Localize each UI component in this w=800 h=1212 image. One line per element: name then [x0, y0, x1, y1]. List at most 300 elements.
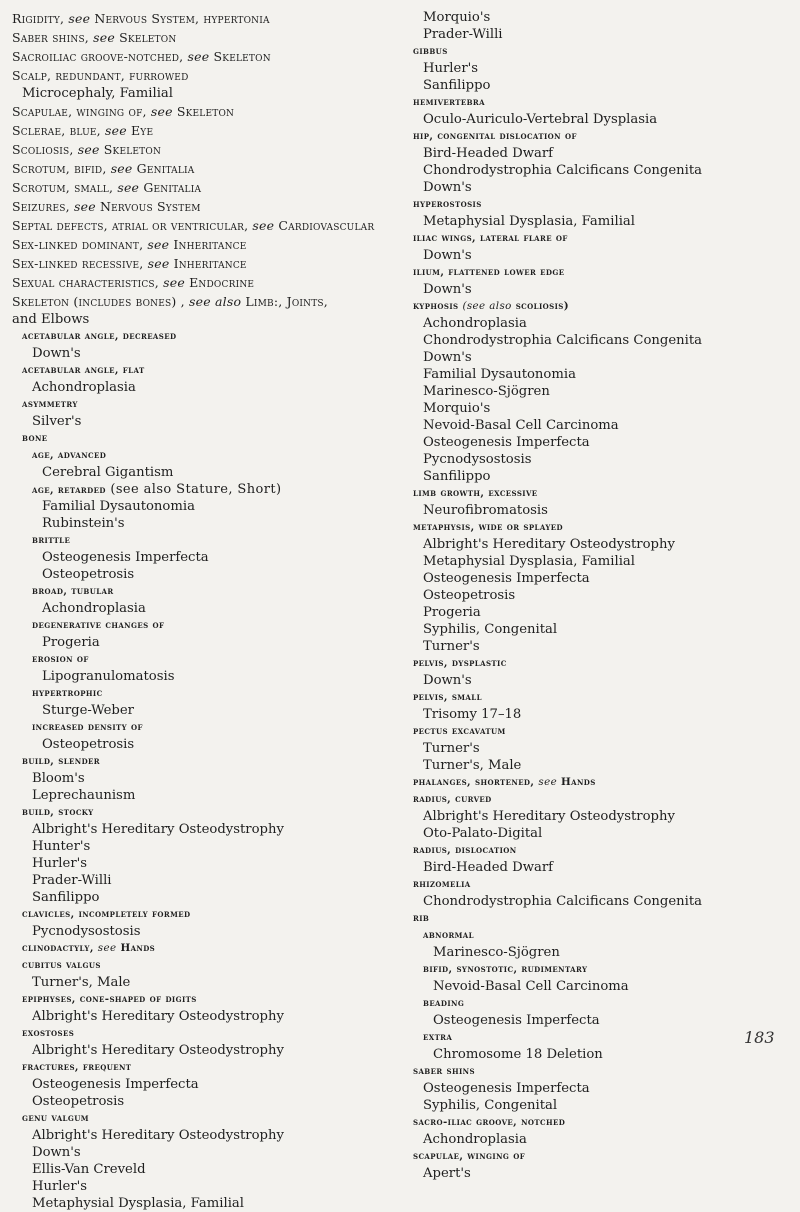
index-subheading — [12, 532, 387, 549]
entry-text: extra — [423, 1031, 453, 1043]
see-reference: see — [147, 237, 170, 252]
entry-text: clavicles, incompletely formed — [22, 908, 191, 920]
entry-text: build, stocky — [22, 806, 94, 818]
entry-text: Bloom's — [32, 771, 85, 786]
page-number: 183 — [744, 1028, 775, 1047]
entry-text: radius, curved — [413, 793, 492, 805]
see-reference: see — [147, 256, 170, 271]
entry-text: hypertrophic — [32, 687, 103, 699]
entry-text: Sanfilippo — [423, 469, 491, 484]
entry-text: Scoliosis, — [12, 142, 78, 157]
entry-text: Albright's Hereditary Osteodystrophy — [423, 537, 675, 552]
entry-text: Osteopetrosis — [42, 737, 135, 752]
entry-text: Septal defects, atrial or ventricular, — [12, 218, 253, 233]
entry-text: genu valgum — [22, 1112, 89, 1124]
index-subheading — [403, 230, 793, 247]
entry-text: broad, tubular — [32, 585, 114, 597]
entry-text: Hurler's — [32, 1179, 88, 1194]
entry-text: Neurofibromatosis — [423, 503, 548, 518]
index-entry — [12, 1008, 387, 1025]
entry-text: pelvis, dysplastic — [413, 657, 507, 669]
index-entry — [12, 1178, 387, 1195]
cross-reference-target: Nervous System — [95, 199, 201, 214]
index-entry — [403, 213, 793, 230]
entry-text: Syphilis, Congenital — [423, 1098, 558, 1113]
index-subheading — [12, 719, 387, 736]
see-reference: see — [105, 123, 127, 138]
index-entry — [12, 855, 387, 872]
index-entry — [403, 757, 793, 774]
index-entry — [403, 315, 793, 332]
entry-text: asymmetry — [22, 398, 78, 410]
index-subheading — [12, 481, 387, 498]
entry-text: Pycnodysostosis — [32, 924, 141, 939]
entry-text: Trisomy 17–18 — [423, 707, 522, 722]
see-reference: see — [74, 199, 96, 214]
entry-text: degenerative changes of — [32, 619, 165, 631]
entry-text: phalanges, shortened, — [413, 776, 539, 788]
index-entry — [12, 515, 387, 532]
entry-text: Scapulae, winging of, — [12, 104, 151, 119]
see-reference: see — [68, 11, 91, 26]
see-reference: see — [252, 218, 275, 233]
entry-text: Bird-Headed Dwarf — [423, 146, 554, 161]
see-reference: see — [110, 161, 133, 176]
entry-text: Chondrodystrophia Calcificans Congenita — [423, 894, 703, 909]
index-heading — [12, 235, 387, 254]
index-entry — [12, 1161, 387, 1178]
index-entry — [12, 85, 387, 102]
entry-text: epiphyses, cone-shaped of digits — [22, 993, 197, 1005]
index-subheading — [403, 1148, 793, 1165]
index-entry — [403, 1165, 793, 1182]
entry-text: acetabular angle, decreased — [22, 330, 177, 342]
entry-text: Oculo-Auriculo-Vertebral Dysplasia — [423, 112, 658, 127]
entry-text: ilium, flattened lower edge — [413, 266, 565, 278]
index-entry — [12, 1076, 387, 1093]
entry-text: build, slender — [22, 755, 100, 767]
entry-text: iliac wings, lateral flare of — [413, 232, 568, 244]
entry-text: Scrotum, small, — [12, 180, 118, 195]
entry-text: Sexual characteristics, — [12, 275, 164, 290]
entry-text: Achondroplasia — [32, 380, 136, 395]
index-subheading — [403, 298, 793, 315]
index-entry — [403, 893, 793, 910]
entry-text: Osteogenesis Imperfecta — [423, 1081, 590, 1096]
entry-text: bifid, synostotic, rudimentary — [423, 963, 588, 975]
entry-text: Sanfilippo — [32, 890, 100, 905]
index-entry — [12, 821, 387, 838]
entry-text: Morquio's — [423, 401, 491, 416]
entry-text: Sanfilippo — [423, 78, 491, 93]
entry-text: radius, dislocation — [413, 844, 517, 856]
index-entry — [12, 634, 387, 651]
entry-text: fractures, frequent — [22, 1061, 132, 1073]
entry-text: kyphosis — [413, 300, 463, 312]
entry-text: Marinesco-Sjögren — [423, 384, 550, 399]
index-subheading — [12, 430, 387, 447]
entry-text: Chondrodystrophia Calcificans Congenita — [423, 163, 703, 178]
entry-text: Leprechaunism — [32, 788, 136, 803]
index-subheading — [403, 1114, 793, 1131]
entry-text: Prader-Willi — [32, 873, 112, 888]
index-subheading — [403, 128, 793, 145]
entry-text: acetabular angle, flat — [22, 364, 145, 376]
index-subheading — [403, 961, 793, 978]
index-heading — [12, 140, 387, 159]
index-heading — [12, 292, 387, 311]
entry-text: Down's — [423, 350, 472, 365]
index-entry — [12, 1042, 387, 1059]
entry-text: Morquio's — [423, 10, 491, 25]
entry-text: Osteogenesis Imperfecta — [423, 435, 590, 450]
entry-text: Bird-Headed Dwarf — [423, 860, 554, 875]
index-subheading — [12, 447, 387, 464]
entry-text: Metaphysial Dysplasia, Familial — [423, 554, 636, 569]
entry-text: limb growth, excessive — [413, 487, 538, 499]
index-subheading — [12, 583, 387, 600]
index-entry — [12, 1093, 387, 1110]
index-subheading — [403, 876, 793, 893]
index-entry — [403, 60, 793, 77]
entry-text: Osteopetrosis — [423, 588, 516, 603]
entry-text: Sturge-Weber — [42, 703, 134, 718]
index-heading — [12, 159, 387, 178]
cross-reference-target: Skeleton — [172, 104, 235, 119]
index-entry — [403, 1046, 793, 1063]
index-entry — [12, 838, 387, 855]
entry-text: pectus excavatum — [413, 725, 506, 737]
index-entry — [403, 672, 793, 689]
entry-text: Rubinstein's — [42, 516, 125, 531]
entry-text: Silver's — [32, 414, 82, 429]
see-reference: see — [538, 776, 558, 788]
entry-text: beading — [423, 997, 465, 1009]
index-entry — [403, 77, 793, 94]
entry-text: Familial Dysautonomia — [42, 499, 195, 514]
index-subheading — [12, 617, 387, 634]
entry-text: Turner's, Male — [32, 975, 131, 990]
entry-text: scapulae, winging of — [413, 1150, 526, 1162]
index-entry — [403, 621, 793, 638]
index-heading — [12, 121, 387, 140]
index-entry — [403, 1080, 793, 1097]
entry-text: Achondroplasia — [42, 601, 146, 616]
cross-reference-target: Eye — [126, 123, 154, 138]
index-entry — [403, 9, 793, 26]
entry-text: Albright's Hereditary Osteodystrophy — [423, 809, 675, 824]
index-heading — [12, 47, 387, 66]
index-subheading — [12, 991, 387, 1008]
index-subheading — [12, 328, 387, 345]
cross-reference-target: Skeleton — [209, 49, 271, 64]
index-entry — [12, 872, 387, 889]
index-subheading — [403, 655, 793, 672]
cross-reference-target: Skeleton — [114, 30, 177, 45]
index-entry — [403, 706, 793, 723]
index-subheading — [12, 753, 387, 770]
entry-text: hemivertebra — [413, 96, 485, 108]
entry-text: Down's — [32, 346, 81, 361]
entry-text: erosion of — [32, 653, 89, 665]
index-entry — [12, 600, 387, 617]
entry-text: hip, congenital dislocation of — [413, 130, 577, 142]
index-entry — [403, 638, 793, 655]
entry-text: and Elbows — [12, 312, 90, 327]
index-entry — [403, 434, 793, 451]
entry-note: (see also Stature, Short) — [105, 482, 282, 497]
entry-text: rib — [413, 912, 430, 924]
entry-text: age, retarded — [32, 484, 106, 496]
entry-text: pelvis, small — [413, 691, 482, 703]
entry-text: sacro-iliac groove, notched — [413, 1116, 566, 1128]
entry-text: Osteogenesis Imperfecta — [32, 1077, 199, 1092]
entry-text: Chromosome 18 Deletion — [433, 1047, 603, 1062]
index-entry — [403, 468, 793, 485]
entry-text: saber shins — [413, 1065, 475, 1077]
cross-reference-target: Inheritance — [169, 256, 247, 271]
entry-text: Sex-linked dominant, — [12, 237, 148, 252]
cross-reference-target: Genitalia — [132, 161, 195, 176]
index-subheading — [403, 43, 793, 60]
entry-text: Albright's Hereditary Osteodystrophy — [32, 822, 284, 837]
entry-text: rhizomelia — [413, 878, 471, 890]
index-entry — [12, 1127, 387, 1144]
entry-text: exostoses — [22, 1027, 75, 1039]
entry-text: Metaphysial Dysplasia, Familial — [423, 214, 636, 229]
cross-reference-target: Hands — [116, 942, 156, 954]
index-entry — [12, 668, 387, 685]
index-entry — [12, 974, 387, 991]
entry-text: Saber shins, — [12, 30, 94, 45]
see-reference: see — [150, 104, 173, 119]
entry-text: Turner's — [423, 639, 480, 654]
entry-text: Nevoid-Basal Cell Carcinoma — [423, 418, 619, 433]
see-reference: see — [77, 142, 100, 157]
entry-text: Nevoid-Basal Cell Carcinoma — [433, 979, 629, 994]
index-entry — [403, 978, 793, 995]
see-reference: (see also — [462, 300, 512, 312]
entry-text: Down's — [32, 1145, 81, 1160]
left-column — [12, 9, 387, 1212]
index-heading — [12, 178, 387, 197]
entry-text: Osteogenesis Imperfecta — [433, 1013, 600, 1028]
cross-reference-target: Cardiovascular — [274, 218, 375, 233]
entry-text: Sclerae, blue, — [12, 123, 105, 138]
index-entry — [12, 413, 387, 430]
index-heading — [12, 66, 387, 85]
cross-reference-target: Hands — [557, 776, 596, 788]
index-entry — [12, 770, 387, 787]
entry-text: Scrotum, bifid, — [12, 161, 111, 176]
entry-text: Albright's Hereditary Osteodystrophy — [32, 1009, 284, 1024]
see-reference: see also — [189, 294, 242, 309]
entry-text: Down's — [423, 180, 472, 195]
see-reference: see — [97, 942, 117, 954]
entry-text: Syphilis, Congenital — [423, 622, 558, 637]
index-entry — [403, 111, 793, 128]
index-entry — [403, 26, 793, 43]
index-subheading — [12, 1025, 387, 1042]
entry-text: Lipogranulomatosis — [42, 669, 175, 684]
entry-text: Hurler's — [32, 856, 88, 871]
index-subheading — [403, 774, 793, 791]
right-column — [403, 9, 793, 1182]
index-entry — [403, 944, 793, 961]
entry-text: Skeleton (includes bones) , — [12, 294, 189, 309]
index-entry — [12, 566, 387, 583]
index-entry — [403, 740, 793, 757]
index-subheading — [403, 723, 793, 740]
entry-text: Turner's, Male — [423, 758, 522, 773]
entry-text: Down's — [423, 673, 472, 688]
entry-text: Osteogenesis Imperfecta — [42, 550, 209, 565]
entry-text: Turner's — [423, 741, 480, 756]
index-entry — [403, 859, 793, 876]
index-subheading — [403, 196, 793, 213]
index-heading — [12, 216, 387, 235]
index-entry — [12, 889, 387, 906]
entry-text: brittle — [32, 534, 71, 546]
entry-text: Osteopetrosis — [32, 1094, 125, 1109]
index-entry — [12, 549, 387, 566]
see-reference: see — [163, 275, 185, 290]
index-entry — [403, 366, 793, 383]
index-subheading — [12, 685, 387, 702]
entry-text: Seizures, — [12, 199, 74, 214]
entry-text: Scalp, redundant, furrowed — [12, 68, 189, 83]
index-entry — [403, 145, 793, 162]
index-entry — [403, 247, 793, 264]
index-subheading — [12, 1110, 387, 1127]
index-subheading — [403, 519, 793, 536]
index-heading — [12, 28, 387, 47]
index-subheading — [403, 842, 793, 859]
index-subheading — [403, 485, 793, 502]
cross-reference-target: Skeleton — [99, 142, 162, 157]
index-entry — [12, 702, 387, 719]
index-entry — [12, 1144, 387, 1161]
cross-reference-target: Genitalia — [139, 180, 202, 195]
index-entry — [403, 808, 793, 825]
see-reference: see — [117, 180, 140, 195]
index-entry — [403, 604, 793, 621]
index-subheading — [403, 689, 793, 706]
cross-reference-target: Nervous System, hypertonia — [90, 11, 270, 26]
entry-text: Osteopetrosis — [42, 567, 135, 582]
index-entry — [403, 417, 793, 434]
entry-text: Oto-Palato-Digital — [423, 826, 543, 841]
index-entry — [12, 1195, 387, 1212]
index-subheading — [403, 1063, 793, 1080]
index-subheading — [403, 927, 793, 944]
index-subheading — [403, 791, 793, 808]
entry-text: Marinesco-Sjögren — [433, 945, 560, 960]
index-entry — [403, 281, 793, 298]
entry-text: Albright's Hereditary Osteodystrophy — [32, 1043, 284, 1058]
index-heading — [12, 102, 387, 121]
cross-reference-target: Endocrine — [184, 275, 255, 290]
entry-text: Progeria — [423, 605, 481, 620]
index-entry — [403, 179, 793, 196]
index-subheading — [403, 94, 793, 111]
entry-text: cubitus valgus — [22, 959, 101, 971]
entry-text: Metaphysial Dysplasia, Familial — [32, 1196, 245, 1211]
index-subheading — [12, 362, 387, 379]
entry-text: Ellis-Van Creveld — [32, 1162, 146, 1177]
entry-text: Sex-linked recessive, — [12, 256, 148, 271]
index-subheading — [403, 264, 793, 281]
entry-text: Pycnodysostosis — [423, 452, 532, 467]
index-entry — [403, 451, 793, 468]
index-entry — [403, 570, 793, 587]
index-entry — [403, 162, 793, 179]
entry-text: Osteogenesis Imperfecta — [423, 571, 590, 586]
entry-text: metaphysis, wide or splayed — [413, 521, 563, 533]
entry-text: bone — [22, 432, 48, 444]
see-reference: see — [93, 30, 115, 45]
entry-text: Prader-Willi — [423, 27, 503, 42]
index-entry — [12, 345, 387, 362]
index-heading — [12, 9, 387, 28]
index-subheading — [12, 940, 387, 957]
entry-text: age, advanced — [32, 449, 107, 461]
entry-text: Down's — [423, 248, 472, 263]
entry-text: Hunter's — [32, 839, 91, 854]
index-entry — [403, 1012, 793, 1029]
entry-text: gibbus — [413, 45, 448, 57]
index-subheading — [403, 995, 793, 1012]
entry-text: Microcephaly, Familial — [22, 86, 173, 101]
entry-text: Progeria — [42, 635, 100, 650]
index-entry — [12, 311, 387, 328]
index-entry — [403, 553, 793, 570]
entry-text: hyperostosis — [413, 198, 482, 210]
index-heading — [12, 273, 387, 292]
index-entry — [403, 502, 793, 519]
index-entry — [12, 736, 387, 753]
entry-text: Achondroplasia — [423, 316, 527, 331]
index-entry — [403, 383, 793, 400]
entry-text: clinodactyly, — [22, 942, 98, 954]
entry-text: Sacroiliac groove-notched, — [12, 49, 188, 64]
index-entry — [403, 400, 793, 417]
cross-reference-target: Inheritance — [169, 237, 247, 252]
index-entry — [12, 379, 387, 396]
index-entry — [403, 1131, 793, 1148]
entry-text: Achondroplasia — [423, 1132, 527, 1147]
index-entry — [12, 923, 387, 940]
index-entry — [403, 536, 793, 553]
entry-text: abnormal — [423, 929, 474, 941]
index-heading — [12, 254, 387, 273]
cross-reference-target: Limb:, Joints, — [241, 294, 328, 309]
index-entry — [403, 349, 793, 366]
index-subheading — [12, 396, 387, 413]
entry-text: Albright's Hereditary Osteodystrophy — [32, 1128, 284, 1143]
cross-reference-target: scoliosis) — [511, 300, 569, 312]
index-entry — [403, 1097, 793, 1114]
entry-text: Rigidity, — [12, 11, 69, 26]
index-subheading — [403, 1029, 793, 1046]
index-subheading — [12, 906, 387, 923]
index-subheading — [12, 957, 387, 974]
entry-text: increased density of — [32, 721, 143, 733]
entry-text: Down's — [423, 282, 472, 297]
entry-text: Familial Dysautonomia — [423, 367, 576, 382]
index-heading — [12, 197, 387, 216]
index-entry — [403, 587, 793, 604]
